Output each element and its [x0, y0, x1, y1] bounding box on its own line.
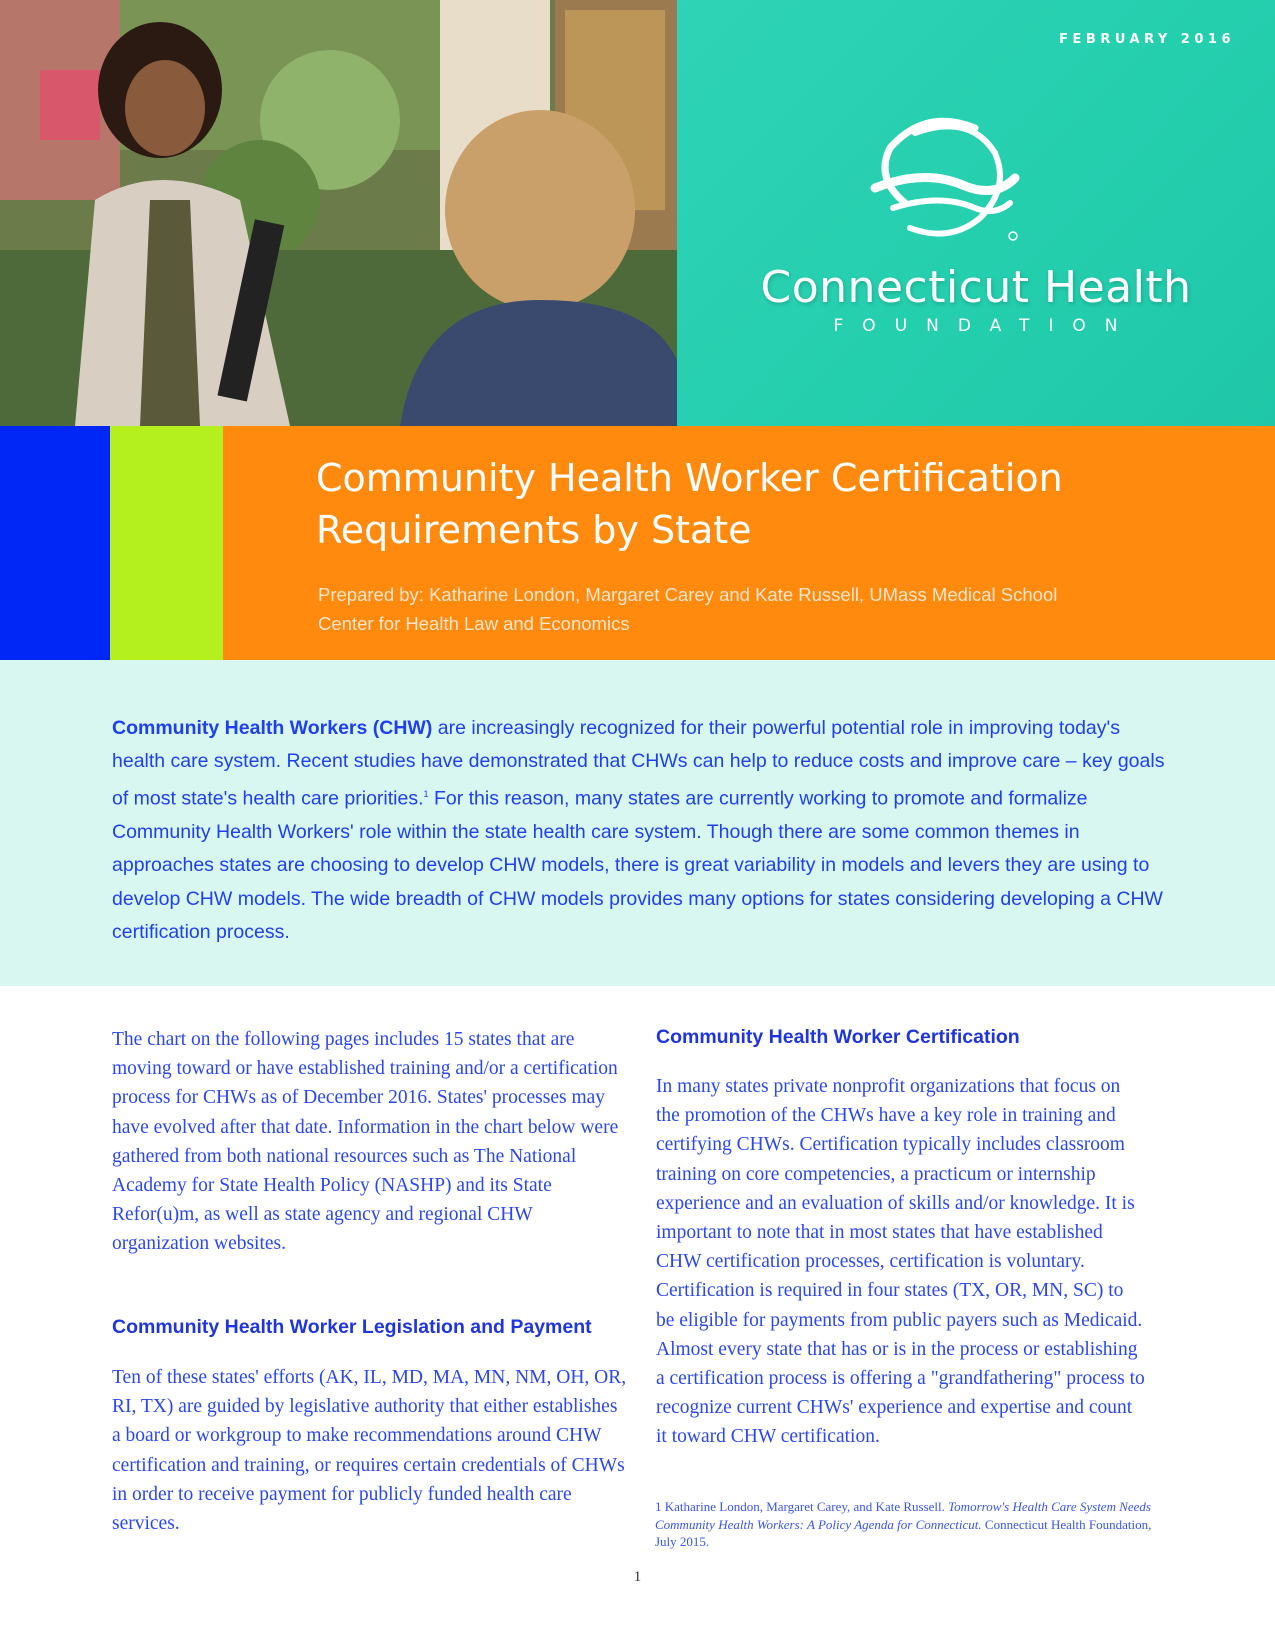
title-line-2: Requirements by State — [316, 508, 752, 552]
legislation-paragraph: Ten of these states' efforts (AK, IL, MD, MA, MN, NM, OH, OR, RI, TX) are guided by legislative authority that either establishes a board or workgroup to make recommendations around CHW certification and training, or requires certain credentials of CHWs in order to receive payment for publicly funded health care services. — [112, 1367, 627, 1535]
intro-lead: Community Health Workers (CHW) — [112, 717, 433, 739]
prepared-by-line-2: Center for Health Law and Economics — [318, 613, 630, 634]
brand-panel — [677, 0, 1275, 426]
intro-paragraph — [112, 712, 1172, 949]
prepared-by-line-1: Prepared by: Katharine London, Margaret Carey and Kate Russell, UMass Medical School — [318, 584, 1058, 605]
document-title — [316, 452, 1216, 556]
certification-paragraph: In many states private nonprofit organizations that focus on the promotion of the CHWs have a key role in training and certifying CHWs. Certification typically includes classroom training on core competencies, a practicum or internship experience and an evaluation of skills and/or knowledge. It is important to note that in most states that have established CHW certification processes, certification is voluntary. Certification is required in four states (TX, OR, MN, SC) to be eligible for payments from public payers such as Medicaid. Almost every state that has or is in the process or establishing a certification process is offering a "grandfathering" process to recognize current CHWs' experience and expertise and count it toward CHW certification. — [656, 1076, 1145, 1448]
cover-photo-illustration — [0, 0, 677, 426]
intro-text-part-1: are increasingly recognized for their powerful potential role in improving today's health care system. Recent studies have demonstrated that CHWs can help to reduce costs and improve care – key goals of most state's health care priorities. — [112, 717, 1165, 810]
brand-name: Connecticut Health — [760, 262, 1192, 313]
page-number: 1 — [633, 1569, 642, 1585]
legislation-heading: Community Health Worker Legislation and Payment — [112, 1316, 592, 1338]
prepared-by — [318, 580, 1218, 638]
title-line-1: Community Health Worker Certification — [316, 456, 1063, 500]
footnote-publisher: Connecticut Health Foundation, July 2015. — [655, 1516, 1152, 1549]
blue-accent-block — [0, 426, 110, 660]
chart-overview-paragraph: The chart on the following pages includes 15 states that are moving toward or have established training and/or a certification process for CHWs as of December 2016. States' processes may have evolved after that date. Information in the chart below were gathered from both national resources such as The National Academy for State Health Policy (NASHP) and its State Refor(u)m, as well as state agency and regional CHW organization websites. — [112, 1029, 619, 1255]
lime-accent-block — [110, 426, 223, 660]
footnote-title: Tomorrow's Health Care System Needs Community Health Workers: A Policy Agenda for Connecticut. — [655, 1499, 1151, 1532]
foundation-logo-icon — [855, 108, 1025, 248]
footnote-authors: Katharine London, Margaret Carey, and Kate Russell. — [664, 1499, 949, 1514]
footnote — [655, 1498, 1175, 1551]
cover-photo — [0, 0, 677, 426]
publication-date: FEBRUARY 2016 — [1059, 32, 1235, 47]
intro-text-part-2: For this reason, many states are currently working to promote and formalize Community Health Workers' role within the state health care system. Though there are some common themes in approaches states are choosing to develop CHW models, there is great variability in models and levers they are using to develop CHW models. The wide breadth of CHW models provides many options for states considering developing a CHW certification process. — [112, 787, 1163, 943]
footnote-number: 1 — [655, 1499, 662, 1514]
footnote-ref: 1 — [423, 789, 429, 800]
certification-heading: Community Health Worker Certification — [656, 1026, 1020, 1048]
brand-subtitle: FOUNDATION — [833, 316, 1137, 336]
